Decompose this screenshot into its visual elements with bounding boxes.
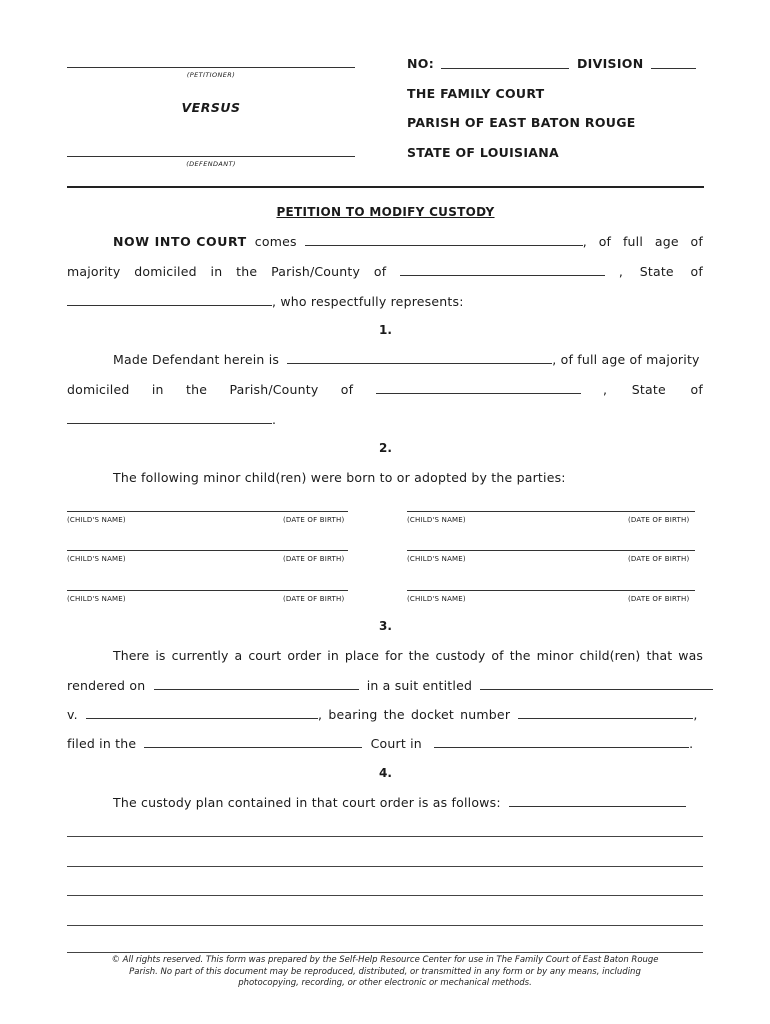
section-1-number: 1. <box>379 323 392 337</box>
defendant-parish-field[interactable] <box>376 382 581 394</box>
division-label: DIVISION <box>577 56 644 71</box>
rendered-on-label: rendered on <box>67 678 146 693</box>
footer-divider <box>67 952 703 953</box>
docket-no-field[interactable] <box>441 68 569 69</box>
custody-plan-line-4[interactable] <box>67 925 703 926</box>
parish-county-word: Parish/County <box>271 264 361 279</box>
child-3-field[interactable] <box>67 550 348 551</box>
suit-title-field[interactable] <box>480 678 713 690</box>
defendant-line[interactable] <box>67 156 355 157</box>
custody-plan-line-2[interactable] <box>67 866 703 867</box>
copyright-line-3: photocopying, recording, or other electronic or mechanical methods. <box>238 978 532 988</box>
defendant-full-age-label: , of full age of majority <box>552 352 700 367</box>
document-title: PETITION TO MODIFY CUSTODY <box>276 205 495 219</box>
petitioner-line[interactable] <box>67 67 355 68</box>
docket-number-field[interactable] <box>518 707 693 719</box>
court-in-label: Court in <box>370 736 422 751</box>
child-4-dob-label: (DATE OF BIRTH) <box>628 555 690 563</box>
v-label: v. <box>67 707 78 722</box>
section-3-line-1: There is currently a court order in place for the custody of the minor child(ren) that was <box>113 648 703 663</box>
in-word: in <box>210 264 223 279</box>
section-3-line-2 <box>67 678 713 693</box>
intro-line-2 <box>67 264 703 279</box>
child-6-field[interactable] <box>407 590 695 591</box>
defendant-label: (DEFENDANT) <box>186 160 236 168</box>
section-4-line-1 <box>113 795 686 810</box>
section-3-line-4 <box>67 736 693 751</box>
in-word-2: in <box>151 382 164 397</box>
bearing-label: , bearing the docket number <box>318 707 511 722</box>
comma-label: , <box>693 707 698 722</box>
majority-word: majority <box>67 264 121 279</box>
comes-label: comes <box>254 234 297 249</box>
petitioner-state-field[interactable] <box>67 294 272 306</box>
caption-divider <box>67 186 704 188</box>
child-1-name-label: (CHILD'S NAME) <box>67 516 126 524</box>
child-1-field[interactable] <box>67 511 348 512</box>
division-field[interactable] <box>651 68 696 69</box>
section-2-text: The following minor child(ren) were born to or adopted by the parties: <box>113 470 566 485</box>
copyright-notice <box>60 955 710 990</box>
petitioner-name-field[interactable] <box>305 234 583 246</box>
state-label: , State of <box>618 264 703 279</box>
the-word-2: the <box>185 382 208 397</box>
child-5-dob-label: (DATE OF BIRTH) <box>283 595 345 603</box>
child-2-dob-label: (DATE OF BIRTH) <box>628 516 690 524</box>
defendant-state-label: , State of <box>602 382 703 397</box>
period-1: . <box>272 412 277 427</box>
made-defendant-label: Made Defendant herein is <box>113 352 280 367</box>
defendant-name-field[interactable] <box>287 352 552 364</box>
defendant-state-field[interactable] <box>67 412 272 424</box>
versus-label: VERSUS <box>181 100 241 115</box>
copyright-line-1: © All rights reserved. This form was prepared by the Self-Help Resource Center for use in The Family Court of East Baton Rouge <box>111 955 659 965</box>
suit-defendant-field[interactable] <box>86 707 318 719</box>
filed-in-the-label: filed in the <box>67 736 137 751</box>
child-5-field[interactable] <box>67 590 348 591</box>
custody-plan-line-3[interactable] <box>67 895 703 896</box>
court-name: THE FAMILY COURT <box>407 86 545 101</box>
section-1-line-3 <box>67 412 276 427</box>
intro-line-3 <box>67 294 464 309</box>
of-word: of <box>373 264 387 279</box>
custody-plan-line-1[interactable] <box>67 836 703 837</box>
copyright-line-2: Parish. No part of this document may be reproduced, distributed, or transmitted in any form or by any means, including <box>129 966 641 977</box>
child-4-field[interactable] <box>407 550 695 551</box>
section-3-line-3 <box>67 707 698 722</box>
court-name-field[interactable] <box>144 736 362 748</box>
order-date-field[interactable] <box>154 678 359 690</box>
child-5-name-label: (CHILD'S NAME) <box>67 595 126 603</box>
custody-plan-label: The custody plan contained in that court order is as follows: <box>113 795 501 810</box>
child-6-name-label: (CHILD'S NAME) <box>407 595 466 603</box>
of-word-2: of <box>340 382 354 397</box>
docket-no-label: NO: <box>407 56 434 71</box>
domiciled-word: domiciled <box>134 264 197 279</box>
child-6-dob-label: (DATE OF BIRTH) <box>628 595 690 603</box>
section-1-line-1 <box>113 352 700 367</box>
the-word: the <box>236 264 258 279</box>
section-2-number: 2. <box>379 441 392 455</box>
child-2-field[interactable] <box>407 511 695 512</box>
court-parish: PARISH OF EAST BATON ROUGE <box>407 115 636 130</box>
petitioner-label: (PETITIONER) <box>186 71 236 79</box>
child-3-dob-label: (DATE OF BIRTH) <box>283 555 345 563</box>
custody-plan-field[interactable] <box>509 795 686 807</box>
period-3: . <box>689 736 694 751</box>
child-2-name-label: (CHILD'S NAME) <box>407 516 466 524</box>
section-4-number: 4. <box>379 766 392 780</box>
child-1-dob-label: (DATE OF BIRTH) <box>283 516 345 524</box>
section-3-number: 3. <box>379 619 392 633</box>
parish-county-word-2: Parish/County <box>229 382 319 397</box>
intro-line-1 <box>113 234 703 249</box>
court-state: STATE OF LOUISIANA <box>407 145 560 160</box>
domiciled-word-2: domiciled <box>67 382 130 397</box>
petitioner-parish-field[interactable] <box>400 264 605 276</box>
respectfully-label: , who respectfully represents: <box>272 294 464 309</box>
child-3-name-label: (CHILD'S NAME) <box>67 555 126 563</box>
section-1-line-2 <box>67 382 703 397</box>
court-location-field[interactable] <box>434 736 689 748</box>
now-into-court-label: NOW INTO COURT <box>113 234 247 249</box>
child-4-name-label: (CHILD'S NAME) <box>407 555 466 563</box>
full-age-label: , of full age of <box>582 234 703 249</box>
in-a-suit-label: in a suit entitled <box>366 678 473 693</box>
